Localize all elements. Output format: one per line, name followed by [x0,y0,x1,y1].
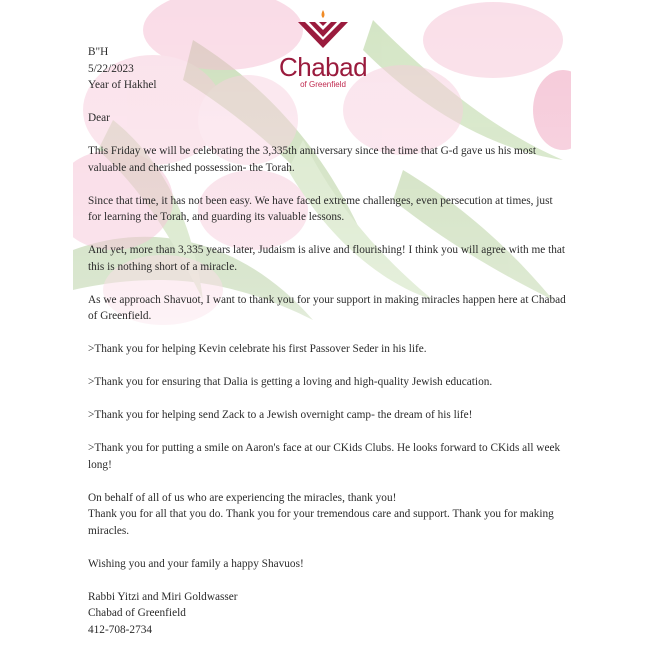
letter-date: 5/22/2023 [88,62,134,75]
signature-names: Rabbi Yitzi and Miri Goldwasser [88,590,238,603]
closing-wish: Wishing you and your family a happy Shavuos! [88,557,304,570]
thanks-dalia: >Thank you for ensuring that Dalia is getting a loving and high-quality Jewish education. [88,376,493,388]
letter-page [73,0,571,645]
salutation: Dear [88,112,110,124]
logo-location: of Greenfield [300,80,346,89]
paragraph-4: As we approach Shavuot, I want to thank you for your support in making miracles happen here at Chabad of Greenfield. [88,293,566,322]
thanks-kevin: >Thank you for helping Kevin celebrate his first Passover Seder in his life. [88,343,427,355]
hebrew-mark: B"H [88,46,109,58]
paragraph-3: And yet, more than 3,335 years later, Judaism is alive and flourishing! I think you will agree with me that this is nothing short of a miracle. [88,244,566,273]
year-label: Year of Hakhel [88,79,157,91]
thanks-aaron: >Thank you for putting a smile on Aaron's face at our CKids Clubs. He looks forward to CKids all week long! [88,442,561,471]
paragraph-2: Since that time, it has not been easy. We have faced extreme challenges, even persecution at times, just for learning the Torah, and guarding its valuable lessons. [88,194,553,223]
logo-wordmark: Chabad [278,52,368,82]
thanks-zack: >Thank you for helping send Zack to a Jewish overnight camp- the dream of his life! [88,409,473,421]
signature-phone: 412-708-2734 [88,623,153,636]
signature-org: Chabad of Greenfield [88,607,186,619]
paragraph-1: This Friday we will be celebrating the 3,335th anniversary since the time that G-d gave us his most valuable and cherished possession- the Torah. [88,145,537,174]
paragraph-5a: On behalf of all of us who are experiencing the miracles, thank you! [88,491,397,504]
paragraph-5b: Thank you for all that you do. Thank you for your tremendous care and support. Thank you for making miracles. [88,508,554,537]
letter-body [88,44,566,638]
